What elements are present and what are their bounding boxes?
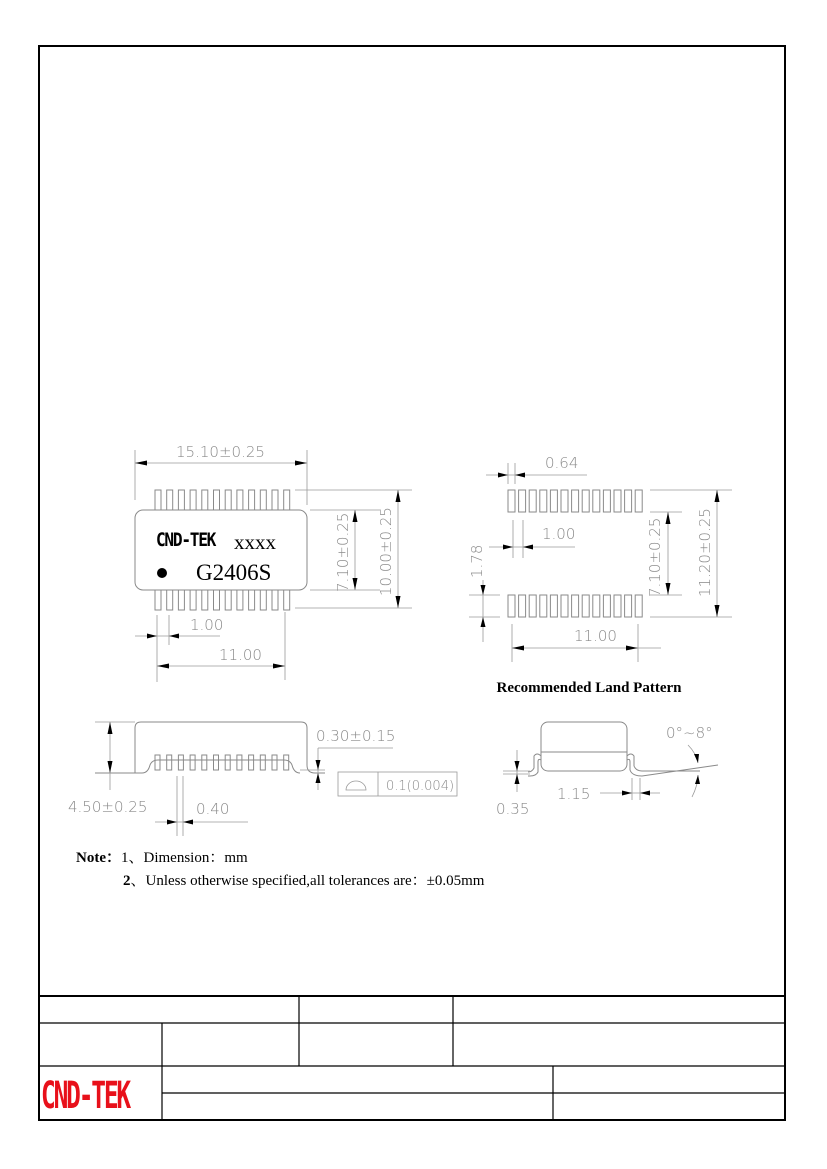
land-pad — [582, 490, 589, 512]
lead — [249, 755, 254, 770]
dim-foot-length: 1.15 — [557, 785, 591, 803]
side-leads — [155, 755, 289, 770]
pin — [214, 490, 220, 510]
land-pad — [625, 595, 632, 617]
lead — [167, 755, 172, 770]
pin — [190, 590, 196, 610]
lead — [225, 755, 230, 770]
flatness-tolerance-box — [338, 772, 457, 796]
land-pad — [614, 595, 621, 617]
land-pad — [603, 490, 610, 512]
land-pad — [550, 490, 557, 512]
pin — [202, 590, 208, 610]
land-pattern — [468, 454, 732, 696]
svg-text:Note：1、Dimension：mm — [76, 850, 248, 866]
notes — [76, 850, 485, 889]
dim-standoff: 0.30±0.15 — [316, 727, 396, 745]
pin — [272, 590, 278, 610]
land-pad — [614, 490, 621, 512]
pin — [237, 590, 243, 610]
land-pad — [635, 595, 642, 617]
pin — [178, 490, 184, 510]
pin — [272, 490, 278, 510]
lead — [237, 755, 242, 770]
pin — [167, 590, 173, 610]
land-pad — [561, 595, 568, 617]
land-pad — [561, 490, 568, 512]
pin — [284, 590, 290, 610]
dim-pad-width: 0.64 — [545, 454, 579, 472]
lead — [202, 755, 207, 770]
pin — [155, 490, 161, 510]
dim-pin-span: 11.00 — [219, 646, 262, 664]
land-pad — [529, 595, 536, 617]
dim-angle: 0°~8° — [666, 724, 713, 742]
note-2-number: 2 — [123, 873, 131, 889]
pin — [237, 490, 243, 510]
pin1-dot — [157, 568, 167, 578]
land-pattern-title: Recommended Land Pattern — [496, 680, 682, 696]
dim-pad-length: 1.78 — [468, 544, 486, 578]
pin — [249, 490, 255, 510]
pin — [284, 490, 290, 510]
dim-overall-width: 10.00±0.25 — [377, 507, 395, 596]
dim-lead-thickness: 0.35 — [496, 800, 530, 818]
part-number: G2406S — [196, 560, 272, 585]
top-view — [135, 443, 412, 682]
pin — [167, 490, 173, 510]
marking-code: xxxx — [234, 530, 276, 554]
lead — [155, 755, 160, 770]
land-pad — [519, 595, 526, 617]
note-1: 1、Dimension：mm — [121, 850, 248, 866]
pin — [155, 590, 161, 610]
land-pad — [550, 595, 557, 617]
land-pads-top — [508, 490, 642, 512]
package-logo: CND-TEK — [156, 529, 216, 552]
land-pad — [519, 490, 526, 512]
dim-pitch: 1.00 — [190, 616, 224, 634]
sheet-border — [39, 46, 785, 1120]
lead — [178, 755, 183, 770]
land-pad — [572, 490, 579, 512]
lead — [190, 755, 195, 770]
bottom-pins — [155, 590, 290, 610]
top-pins — [155, 490, 290, 510]
dim-lead-width: 0.40 — [196, 800, 230, 818]
land-pad — [582, 595, 589, 617]
note-2: 、Unless otherwise specified,all tolerances are：±0.05mm — [130, 873, 485, 889]
land-pad — [529, 490, 536, 512]
side-view — [68, 722, 457, 836]
land-pad — [572, 595, 579, 617]
dim-body-width: 7.10±0.25 — [334, 512, 352, 592]
company-logo: CND-TEK — [41, 1074, 130, 1118]
flatness-value: 0.1(0.004) — [386, 779, 455, 794]
land-pad — [508, 490, 515, 512]
land-pad — [540, 490, 547, 512]
dim-lp-pitch: 1.00 — [542, 525, 576, 543]
svg-text:2、Unless otherwise specified,a — [123, 873, 485, 889]
pin — [178, 590, 184, 610]
pin — [190, 490, 196, 510]
pin — [214, 590, 220, 610]
land-pad — [540, 595, 547, 617]
pin — [260, 590, 266, 610]
end-view — [496, 722, 718, 818]
land-pad — [508, 595, 515, 617]
land-pad — [635, 490, 642, 512]
profile-symbol-icon — [346, 781, 366, 790]
land-pad — [593, 595, 600, 617]
land-pads-bottom — [508, 595, 642, 617]
land-pad — [593, 490, 600, 512]
pin — [260, 490, 266, 510]
land-pad — [625, 490, 632, 512]
lead — [272, 755, 277, 770]
notes-label: Note： — [76, 850, 121, 866]
pin — [225, 590, 231, 610]
dim-lp-outer: 11.20±0.25 — [696, 508, 714, 597]
title-block — [39, 996, 785, 1120]
dim-height: 4.50±0.25 — [68, 798, 148, 816]
lead — [214, 755, 219, 770]
dim-length: 15.10±0.25 — [176, 443, 265, 461]
pin — [225, 490, 231, 510]
land-pad — [603, 595, 610, 617]
dim-lp-inner: 7.10±0.25 — [646, 517, 664, 597]
pin — [202, 490, 208, 510]
lead — [260, 755, 265, 770]
dim-lp-span: 11.00 — [574, 627, 617, 645]
pin — [249, 590, 255, 610]
lead — [284, 755, 289, 770]
